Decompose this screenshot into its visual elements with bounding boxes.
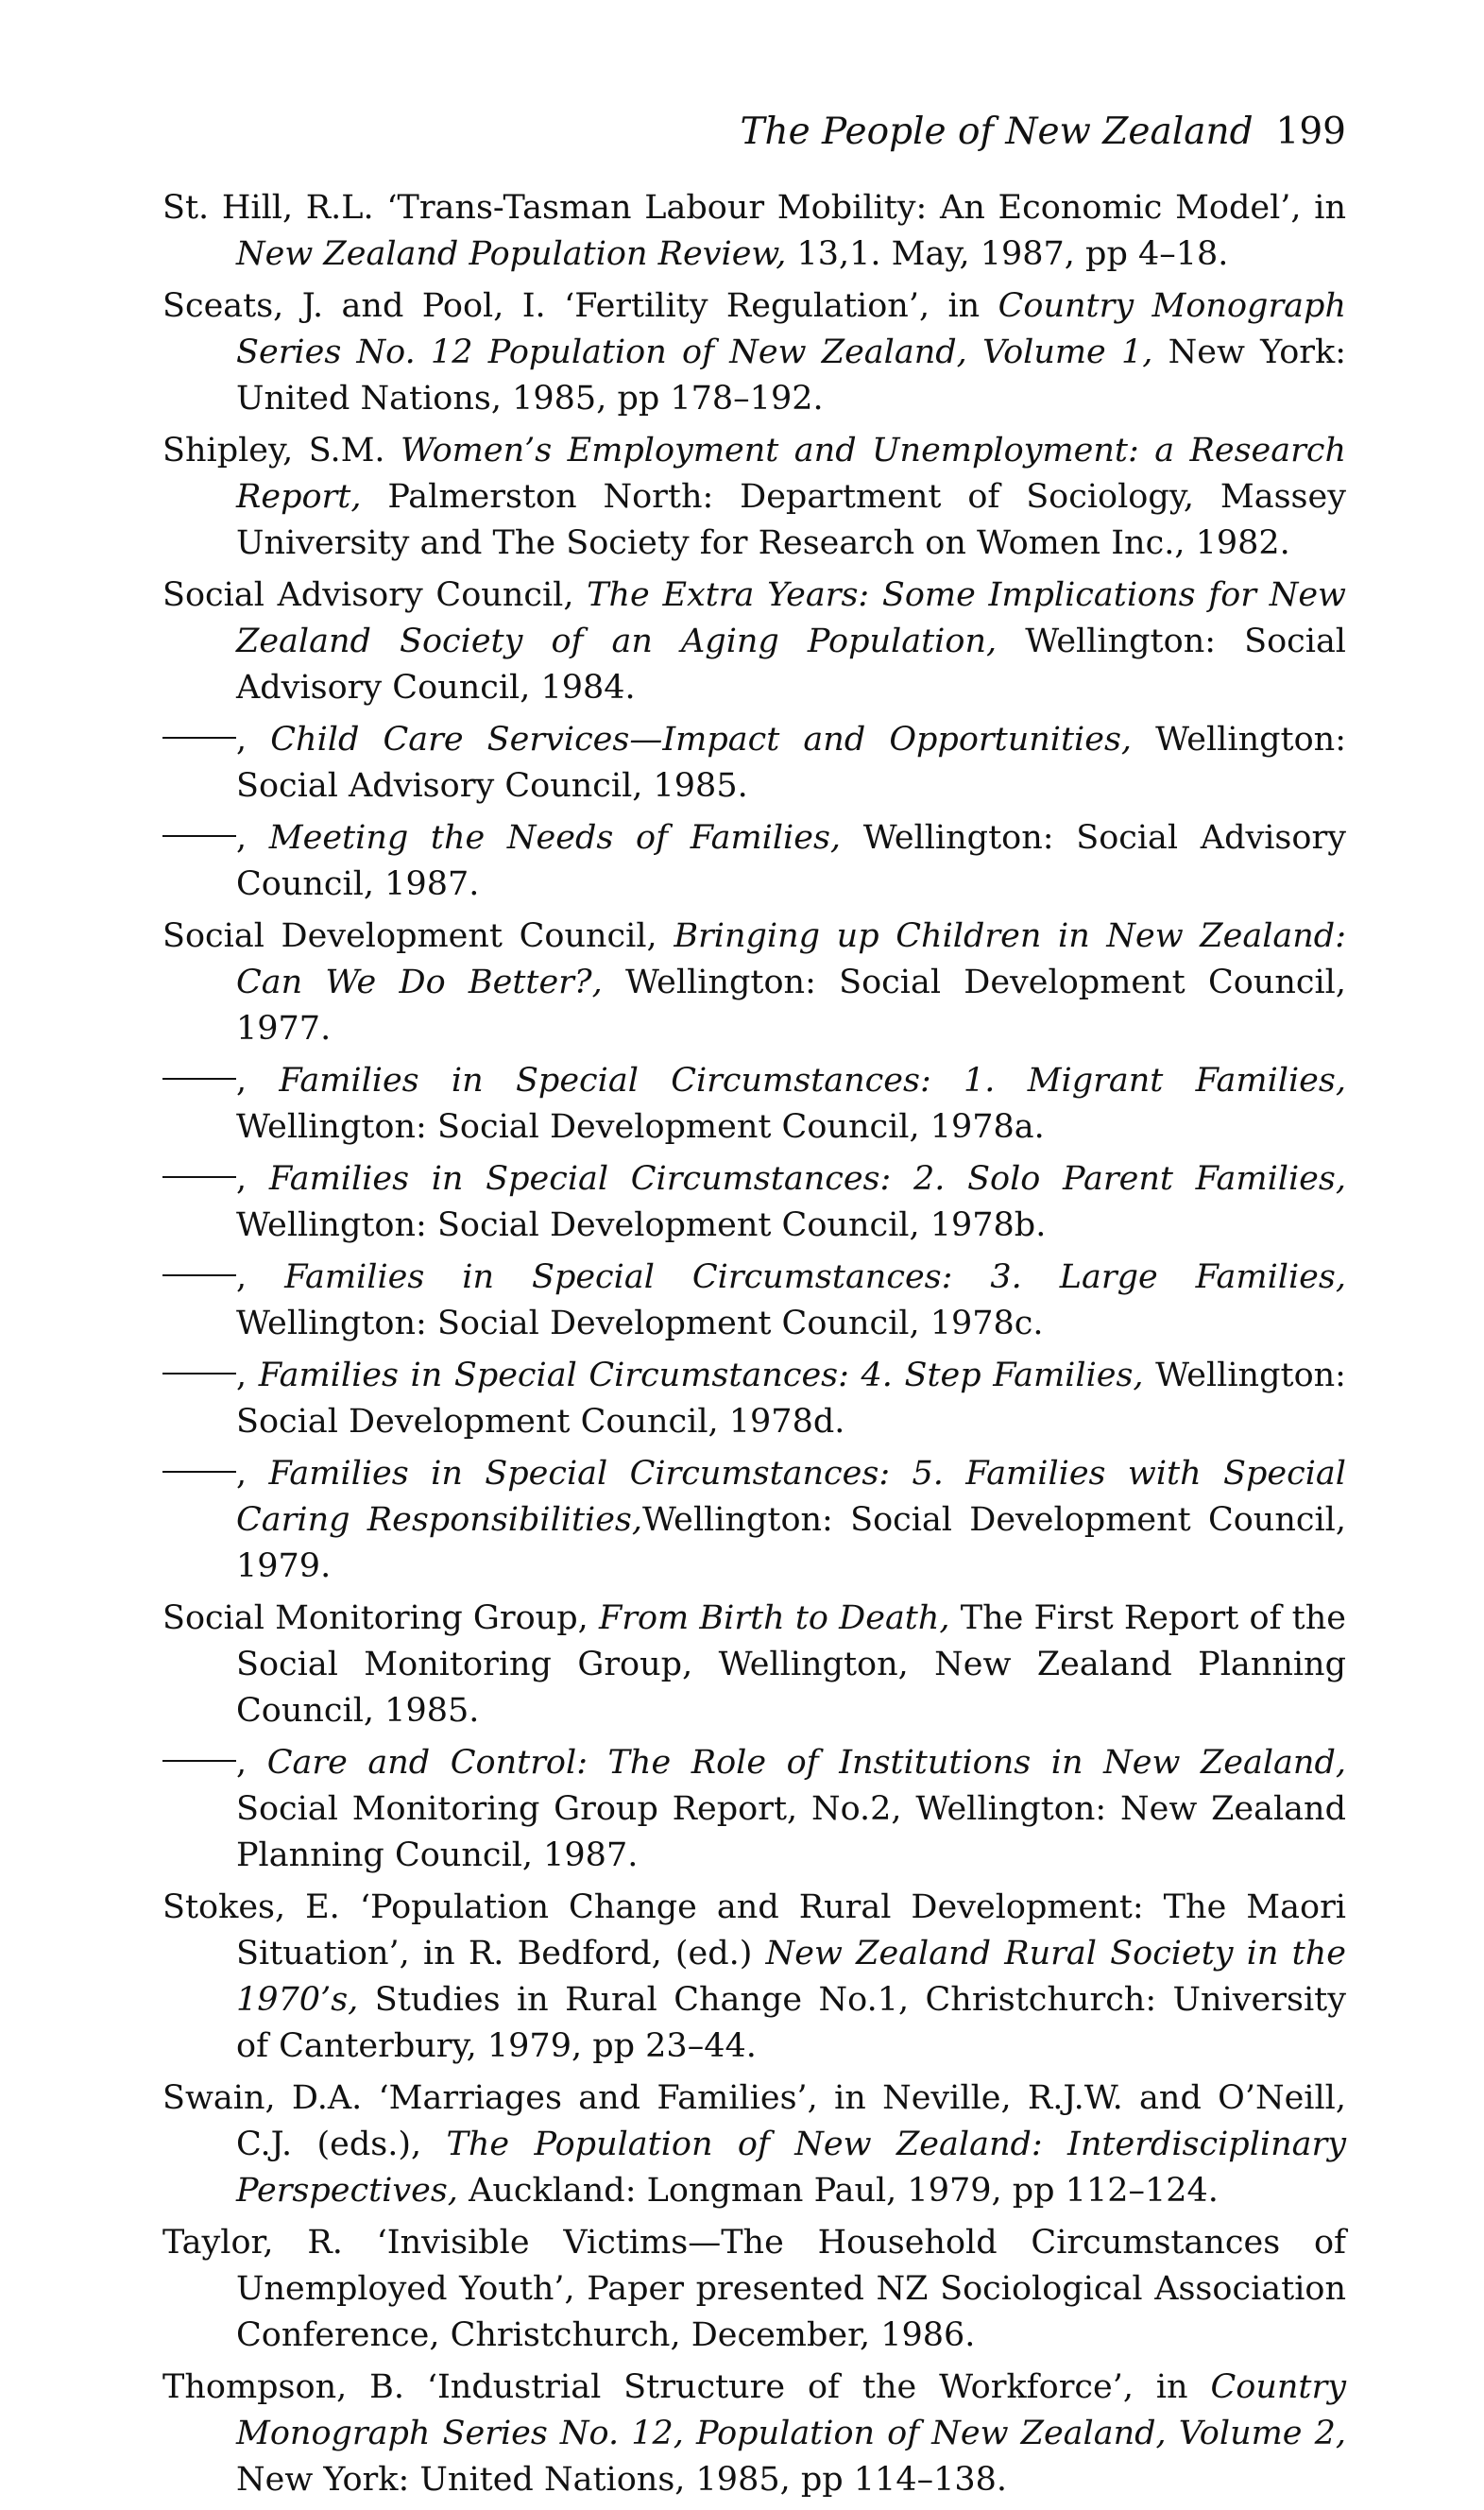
reference-title: Families in Special Circumstances: 4. Step Families, xyxy=(258,1357,1144,1394)
reference-text: Social Monitoring Group, xyxy=(162,1599,599,1637)
reference-text: , xyxy=(236,721,271,759)
reference-title: Care and Control: The Role of Institutions in New Zealand, xyxy=(266,1744,1346,1782)
reference-text: , xyxy=(236,1160,269,1198)
reference-text: Shipley, S.M. xyxy=(162,432,401,470)
reference-entry xyxy=(162,914,1346,1052)
reference-entry xyxy=(162,185,1346,278)
reference-text: Wellington: Social Development Council, 1978d. xyxy=(236,1357,1346,1441)
reference-entry xyxy=(162,572,1346,711)
reference-entry xyxy=(162,1740,1346,1879)
reference-title: New Zealand Rural Society in the 1970’s, xyxy=(236,1935,1346,2019)
reference-entry xyxy=(162,2365,1346,2503)
reference-title: Women’s Employment and Unemployment: a Research Report, xyxy=(236,432,1346,516)
ditto-dash xyxy=(162,1373,236,1375)
reference-text: Stokes, E. ‘Population Change and Rural Development: The Maori Situation’, in R. Bedford, (ed.) xyxy=(162,1888,1346,1972)
reference-title: Child Care Services—Impact and Opportunities, xyxy=(270,721,1133,759)
running-head xyxy=(740,104,1346,161)
ditto-dash xyxy=(162,835,236,837)
reference-text: , xyxy=(236,1062,280,1100)
reference-text: , xyxy=(236,1455,269,1493)
reference-title: Country Monograph Series No. 12 Population of New Zealand, Volume 1, xyxy=(236,287,1346,371)
reference-text: , xyxy=(236,1357,259,1394)
reference-text: Social Development Council, xyxy=(162,917,674,955)
reference-text: Wellington: Social Development Council, 1979. xyxy=(236,1501,1346,1585)
reference-text: Social Advisory Council, xyxy=(162,576,588,614)
ditto-dash xyxy=(162,1176,236,1178)
reference-text: , xyxy=(236,1744,267,1782)
reference-text: Wellington: Social Development Council, 1978b. xyxy=(236,1206,1047,1244)
reference-text: , xyxy=(236,1258,285,1296)
reference-title: Families in Special Circumstances: 1. Migrant Families, xyxy=(279,1062,1346,1100)
reference-entry xyxy=(162,2220,1346,2359)
reference-title: Families in Special Circumstances: 3. Large Families, xyxy=(284,1258,1346,1296)
reference-text: , xyxy=(236,819,269,857)
reference-text: Auckland: Longman Paul, 1979, pp 112–124. xyxy=(457,2172,1219,2210)
reference-text: Wellington: Social Advisory Council, 1987. xyxy=(236,819,1346,903)
running-head-title: The People of New Zealand xyxy=(740,111,1254,153)
reference-entry xyxy=(162,1451,1346,1590)
reference-text: The First Report of the Social Monitoring Group, Wellington, New Zealand Planning Council, 1985. xyxy=(236,1599,1346,1730)
reference-text: Wellington: Social Development Council, 1978c. xyxy=(236,1305,1044,1342)
reference-text: Thompson, B. ‘Industrial Structure of the Workforce’, in xyxy=(162,2368,1211,2406)
reference-text: Studies in Rural Change No.1, Christchurch: University of Canterbury, 1979, pp 23–44. xyxy=(236,1981,1346,2065)
reference-entry xyxy=(162,1885,1346,2070)
ditto-dash xyxy=(162,1760,236,1762)
reference-title: Country Monograph Series No. 12, Population of New Zealand, Volume 2, xyxy=(236,2368,1346,2452)
reference-entry xyxy=(162,1353,1346,1445)
page-number: 199 xyxy=(1275,111,1346,153)
reference-entry xyxy=(162,428,1346,567)
reference-text: Wellington: Social Advisory Council, 1985. xyxy=(236,721,1346,805)
reference-title: Bringing up Children in New Zealand: Can We Do Better?, xyxy=(236,917,1346,1001)
reference-entry xyxy=(162,1596,1346,1734)
reference-text: Wellington: Social Advisory Council, 1984. xyxy=(236,623,1347,707)
reference-text: St. Hill, R.L. ‘Trans-Tasman Labour Mobility: An Economic Model’, in xyxy=(162,189,1346,227)
reference-title: New Zealand Population Review, xyxy=(236,235,787,273)
reference-text: Social Monitoring Group Report, No.2, Wellington: New Zealand Planning Council, 1987. xyxy=(236,1790,1346,1874)
reference-entry xyxy=(162,283,1346,422)
reference-title: From Birth to Death, xyxy=(598,1599,950,1637)
reference-title: The Population of New Zealand: Interdisciplinary Perspectives, xyxy=(236,2126,1346,2210)
reference-text: Wellington: Social Development Council, 1978a. xyxy=(236,1108,1045,1146)
reference-entry xyxy=(162,717,1346,810)
reference-entry xyxy=(162,1058,1346,1151)
reference-entry xyxy=(162,1156,1346,1249)
reference-entry xyxy=(162,1255,1346,1347)
bibliography-list xyxy=(162,185,1346,2509)
reference-title: The Extra Years: Some Implications for New Zealand Society of an Aging Population, xyxy=(236,576,1346,660)
reference-text: Taylor, R. ‘Invisible Victims—The Household Circumstances of Unemployed Youth’, Paper presented NZ Sociological Association Conference, Christchurch, December, 1986. xyxy=(162,2224,1346,2354)
reference-text: New York: United Nations, 1985, pp 178–192. xyxy=(236,333,1346,418)
reference-entry xyxy=(162,2075,1346,2214)
reference-text: Swain, D.A. ‘Marriages and Families’, in Neville, R.J.W. and O’Neill, C.J. (eds.), xyxy=(162,2079,1346,2163)
reference-text: Wellington: Social Development Council, 1977. xyxy=(236,964,1346,1048)
reference-text: Sceats, J. and Pool, I. ‘Fertility Regulation’, in xyxy=(162,287,998,325)
reference-title: Meeting the Needs of Families, xyxy=(268,819,842,857)
reference-text: 13,1. May, 1987, pp 4–18. xyxy=(786,235,1229,273)
reference-title: Families in Special Circumstances: 2. Solo Parent Families, xyxy=(268,1160,1346,1198)
reference-text: Palmerston North: Department of Sociology, Massey University and The Society for Research on Women Inc., 1982. xyxy=(236,478,1346,562)
ditto-dash xyxy=(162,1471,236,1473)
ditto-dash xyxy=(162,1078,236,1080)
reference-text: New York: United Nations, 1985, pp 114–138. xyxy=(236,2461,1008,2499)
ditto-dash xyxy=(162,1274,236,1276)
ditto-dash xyxy=(162,737,236,739)
reference-title: Families in Special Circumstances: 5. Families with Special Caring Responsibilities, xyxy=(236,1455,1346,1539)
reference-entry xyxy=(162,815,1346,908)
